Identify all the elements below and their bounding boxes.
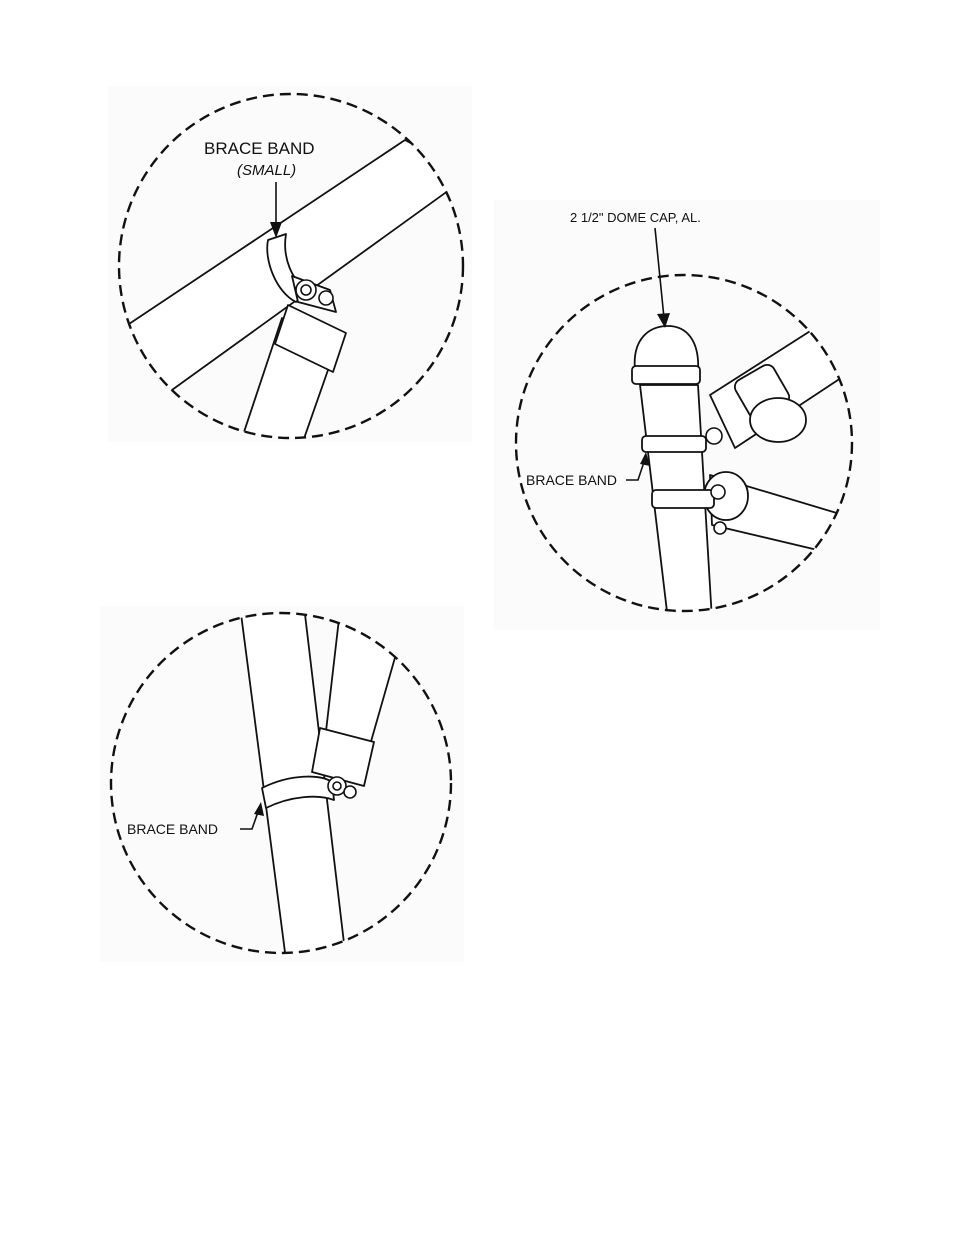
brace-band-upper: [642, 436, 706, 452]
brace-band-lower: [652, 490, 714, 508]
detail-3-brace-band-label: BRACE BAND: [127, 821, 219, 837]
detail-3-band-leader: [240, 812, 258, 829]
detail-1-parts: [120, 140, 470, 450]
dome-cap-label: 2 1/2" DOME CAP, AL.: [570, 210, 701, 225]
bolt-end: [344, 786, 356, 798]
lower-bolt-end: [714, 522, 726, 534]
detail-3-parts: [240, 606, 400, 960]
rail-end-cup: [750, 398, 806, 442]
lower-bolt-nut: [711, 485, 725, 499]
bolt-end: [319, 291, 333, 305]
detail-1: [119, 94, 470, 450]
detail-2-band-leader: [626, 462, 644, 480]
bolt-head: [333, 782, 341, 790]
bolt-head: [301, 285, 311, 295]
detail-2-parts: [632, 326, 860, 620]
upper-bolt-nut: [706, 428, 722, 444]
dome-cap-leader: [655, 228, 664, 318]
detail-3-band-arrowhead: [254, 802, 264, 816]
dome-cap-rim: [632, 366, 700, 384]
detail-2: [516, 210, 860, 620]
detail-2-brace-band-label: BRACE BAND: [526, 472, 618, 488]
brace-band-label: BRACE BAND: [204, 139, 315, 158]
brace-band-size-label: (SMALL): [237, 162, 297, 179]
detail-3: [111, 606, 451, 960]
